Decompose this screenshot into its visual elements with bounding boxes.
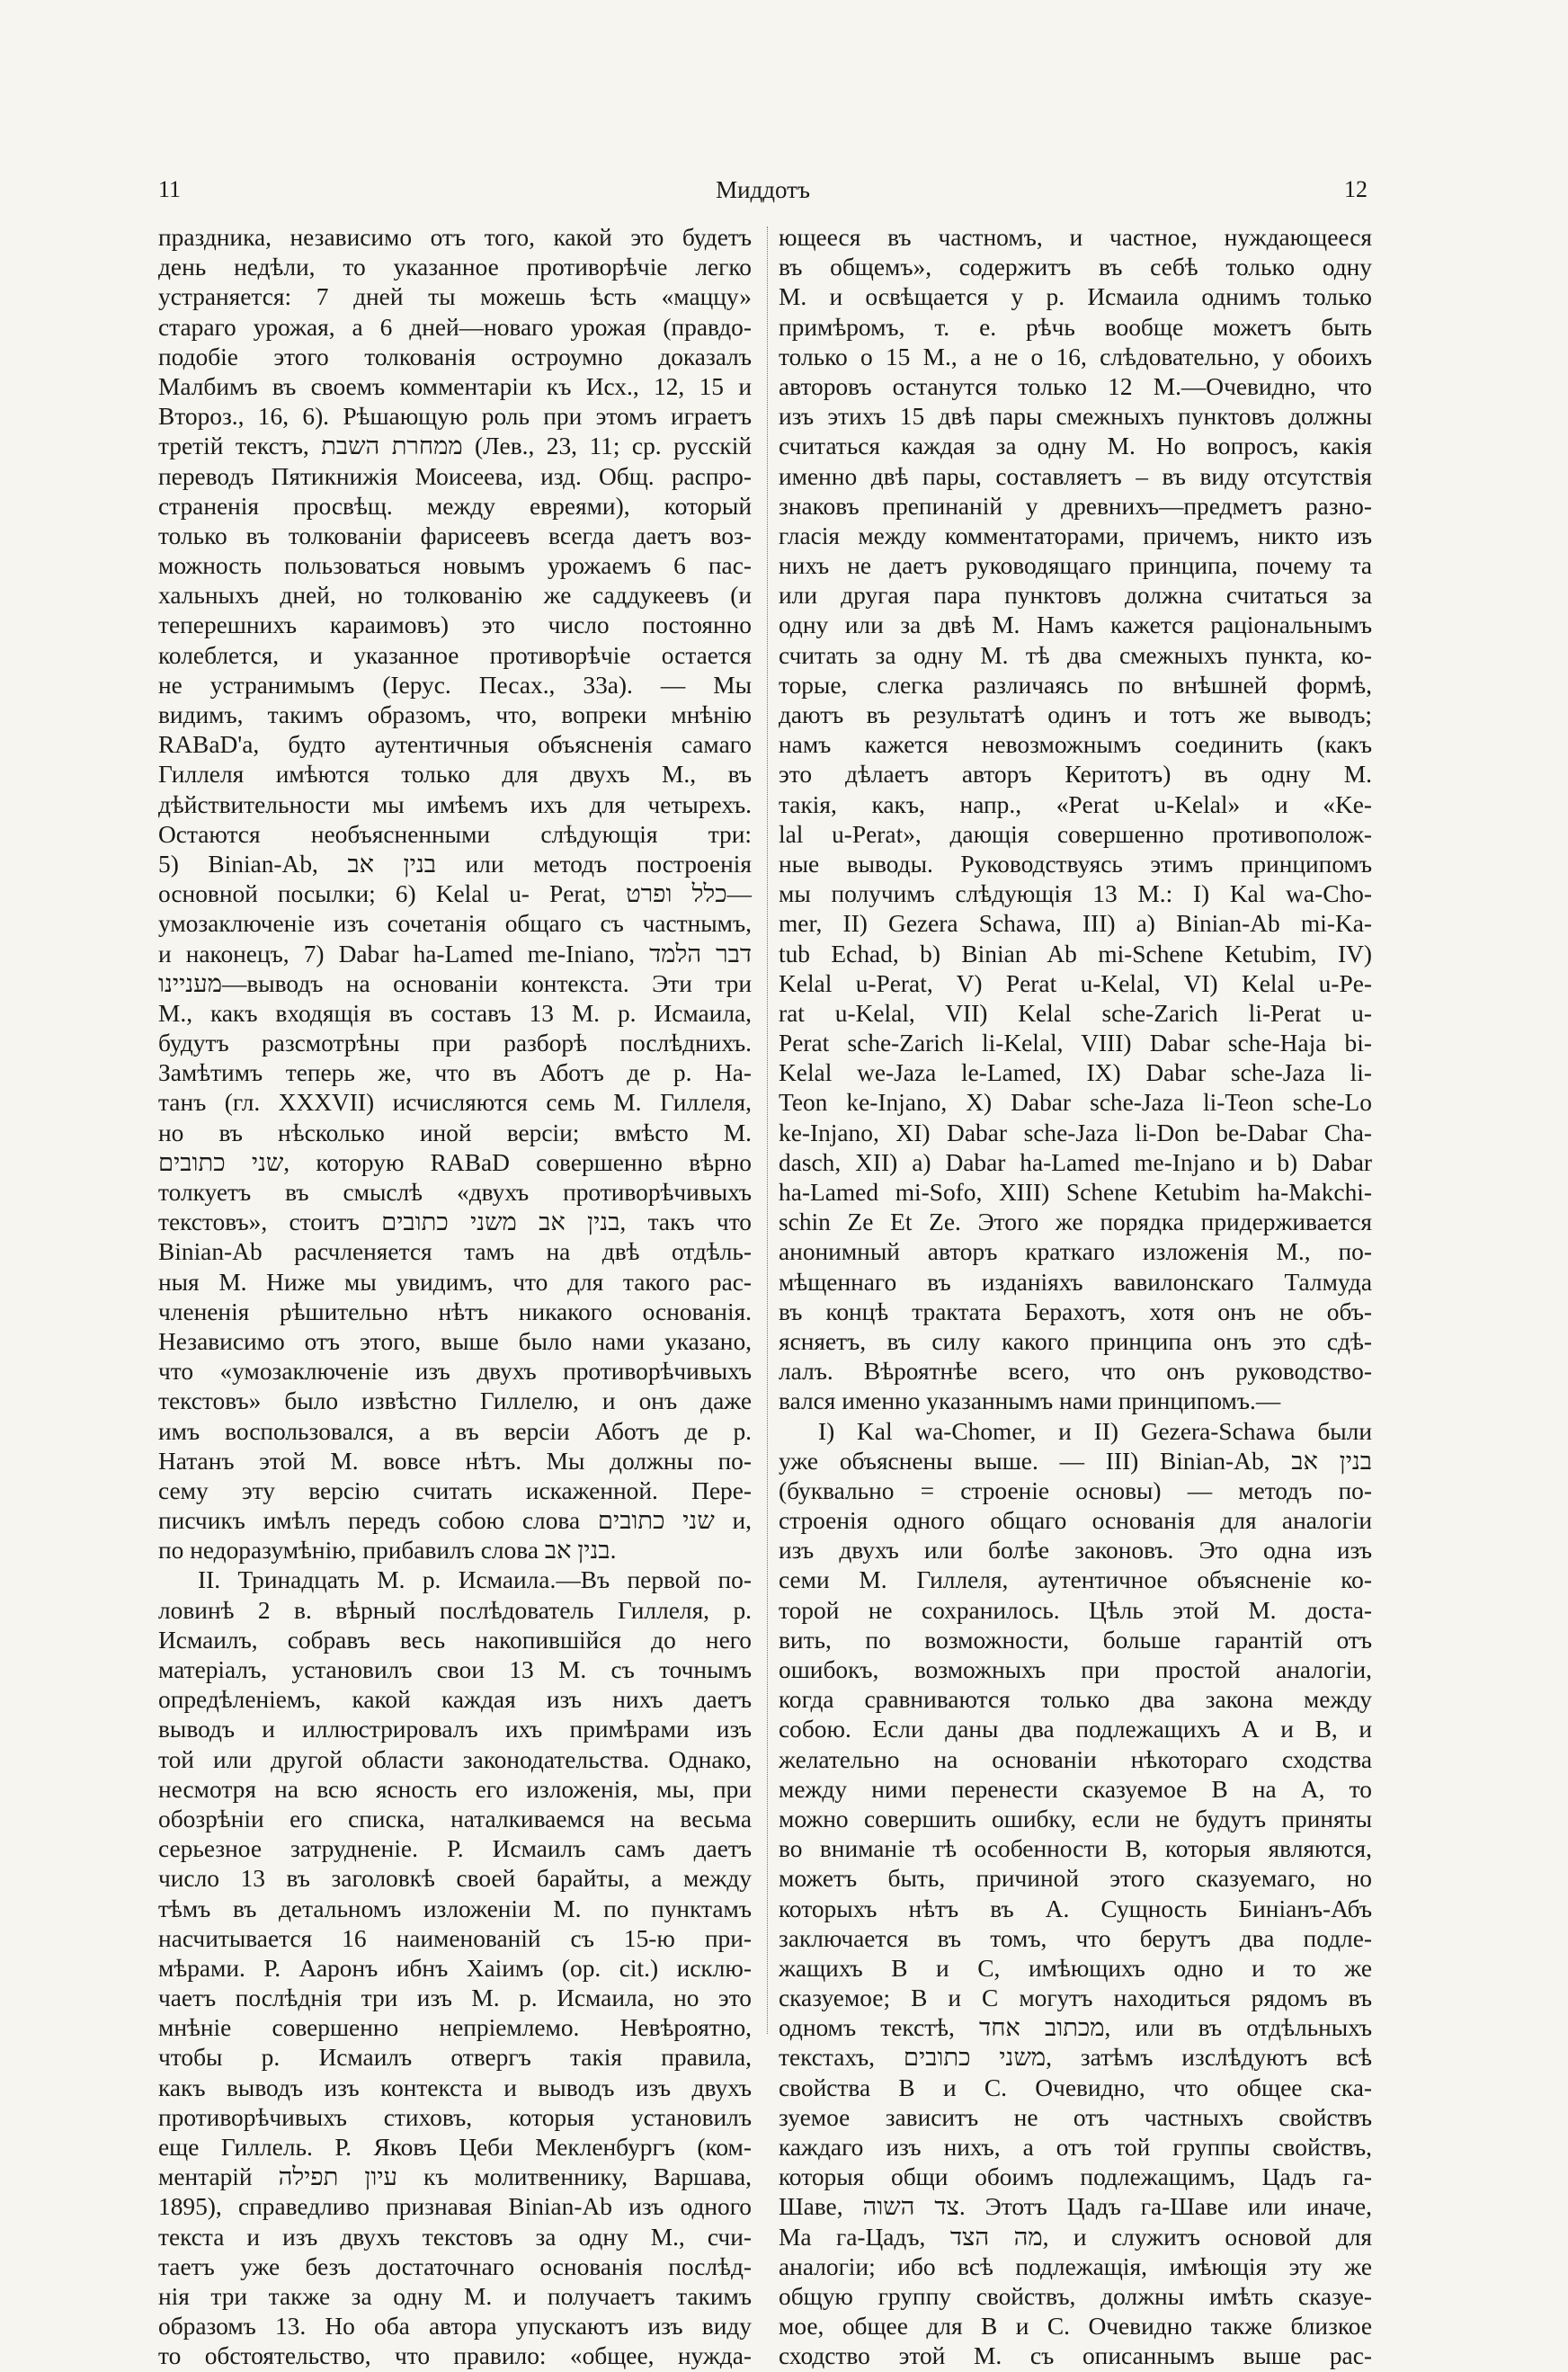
text-line: rat u-Kelal, VII) Kelal sche-Zarich li-Perat u- <box>779 999 1372 1027</box>
text-line: что «умозаключеніе изъ двухъ противорѣчивыхъ <box>158 1358 752 1386</box>
text-line: одномъ текстѣ, מכתוב אחד, или въ отдѣльныхъ <box>779 2014 1372 2042</box>
column-divider <box>767 227 768 2034</box>
text-line: Teon ke-Injano, X) Dabar sche-Jaza li-Teon sche-Lo <box>779 1089 1372 1117</box>
text-line: нихъ не даетъ руководящаго принципа, почему та <box>779 552 1372 580</box>
text-line: свойства В и С. Очевидно, что общее ска- <box>779 2073 1372 2101</box>
text-line: ющееся въ частномъ, и частное, нуждающееся <box>779 224 1372 251</box>
text-line: опредѣленіемъ, какой каждая изъ нихъ даетъ <box>158 1686 752 1714</box>
text-line: день недѣли, то указанное противорѣчіе легко <box>158 254 752 281</box>
text-line: члененія рѣшительно нѣтъ никакого основанія. <box>158 1297 752 1325</box>
text-line: Гиллеля имѣются только для двухъ М., въ <box>158 761 752 789</box>
text-line: Kelal u-Perat, V) Perat u-Kelal, VI) Kelal u-Pe- <box>779 969 1372 997</box>
text-line: Perat sche-Zarich li-Kelal, VIII) Dabar sche-Haja bi- <box>779 1030 1372 1057</box>
text-line: ловинѣ 2 в. вѣрный послѣдователь Гиллеля, р. <box>158 1596 752 1624</box>
text-line: ментарій עיון תפילה къ молитвеннику, Варшава, <box>158 2163 752 2191</box>
text-line: именно двѣ пары, составляетъ – въ виду отсутствія <box>779 462 1372 490</box>
text-line: текста и изъ двухъ текстовъ за одну М., счи- <box>158 2223 752 2251</box>
text-line: собою. Если даны два подлежащихъ А и В, и <box>779 1716 1372 1743</box>
text-line: Замѣтимъ теперь же, что въ Аботъ де р. На- <box>158 1059 752 1087</box>
text-line: серьезное затрудненіе. Р. Исмаилъ самъ даетъ <box>158 1835 752 1863</box>
text-line: Остаются необъясненными слѣдующія три: <box>158 820 752 848</box>
text-line: которыя общи обоимъ подлежащимъ, Цадъ га- <box>779 2163 1372 2191</box>
text-line: tub Echad, b) Binian Ab mi-Schene Ketubim, IV) <box>779 940 1372 968</box>
text-line: торые, слегка различаясь по внѣшней формѣ, <box>779 671 1372 699</box>
text-line: ke-Injano, XI) Dabar sche-Jaza li-Don be-Dabar Cha- <box>779 1119 1372 1146</box>
text-line: гласія между комментаторами, причемъ, никто изъ <box>779 522 1372 549</box>
text-line: уже объяснены выше. — III) Binian-Ab, בנין אב <box>779 1447 1372 1475</box>
text-line: мое, общее для В и С. Очевидно также близкое <box>779 2313 1372 2341</box>
text-line: переводъ Пятикнижія Моисеева, изд. Общ. распро- <box>158 462 752 490</box>
text-line: Независимо отъ этого, выше было нами указано, <box>158 1327 752 1355</box>
text-line: толкуетъ въ смыслѣ «двухъ противорѣчивыхъ <box>158 1179 752 1206</box>
text-line: которыхъ нѣтъ въ А. Сущность Биніанъ-Абъ <box>779 1895 1372 1922</box>
text-line: той или другой области законодательства. Однако, <box>158 1745 752 1773</box>
text-line: семи М. Гиллеля, аутентичное объясненіе ко- <box>779 1566 1372 1594</box>
text-line: торой не сохранилось. Цѣль этой М. доста- <box>779 1596 1372 1624</box>
text-line: несмотря на всю ясность его изложенія, мы, при <box>158 1775 752 1803</box>
text-line: третій текстъ, ממחרת השבת (Лев., 23, 11; ср. русскій <box>158 432 752 460</box>
text-line: текстахъ, משני כתובים, затѣмъ изслѣдуютъ всѣ <box>779 2044 1372 2072</box>
text-line: не устранимымъ (Іерус. Песах., 33а). — Мы <box>158 671 752 699</box>
text-line: примѣромъ, т. е. рѣчь вообще можетъ быть <box>779 313 1372 341</box>
text-line: по недоразумѣнію, прибавилъ слова בנין אב. <box>158 1537 617 1565</box>
text-line: въ общемъ», содержитъ въ себѣ только одну <box>779 254 1372 281</box>
text-line: даютъ въ результатѣ одинъ и тотъ же выводъ; <box>779 701 1372 728</box>
text-line: (буквально = строеніе основы) — методъ по- <box>779 1476 1372 1504</box>
text-line: лалъ. Вѣроятнѣе всего, что онъ руководство- <box>779 1358 1372 1386</box>
text-line: хальныхъ дней, но толкованію же саддукеевъ (и <box>158 582 752 610</box>
text-line: знаковъ препинаній у древнихъ—предметъ разно- <box>779 492 1372 520</box>
text-line: изъ двухъ или болѣе законовъ. Это одна изъ <box>779 1537 1372 1565</box>
text-line: Binian-Ab расчленяется тамъ на двѣ отдѣль- <box>158 1238 752 1266</box>
text-line: основной посылки; 6) Kelal u- Perat, כלל ופרט— <box>158 880 753 908</box>
text-line: матеріалъ, установилъ свои 13 М. съ точнымъ <box>158 1656 752 1683</box>
text-line: М. и освѣщается у р. Исмаила однимъ только <box>779 283 1372 311</box>
text-line: это дѣлаетъ авторъ Керитотъ) въ одну М. <box>779 761 1372 789</box>
page-number-right: 12 <box>1344 176 1368 202</box>
text-line: танъ (гл. XXXVII) исчисляются семь М. Гиллеля, <box>158 1089 752 1117</box>
text-line: число 13 въ заголовкѣ своей барайты, а между <box>158 1865 752 1893</box>
text-line: ошибокъ, возможныхъ при простой аналогіи, <box>779 1656 1372 1683</box>
text-line: имъ воспользовался, а въ версіи Аботъ де р. <box>158 1417 752 1445</box>
text-line: можность пользоваться новымъ урожаемъ 6 пас- <box>158 552 752 580</box>
text-line: мѣрами. Р. Ааронъ ибнъ Хаіимъ (op. cit.) исклю- <box>158 1954 752 1982</box>
right-column <box>779 223 1372 2372</box>
text-line: ясняетъ, въ силу какого принципа онъ это сдѣ- <box>779 1327 1372 1355</box>
text-line: образомъ 13. Но оба автора упускаютъ изъ виду <box>158 2313 752 2341</box>
text-line: сказуемое; В и С могутъ находиться рядомъ въ <box>779 1984 1372 2012</box>
running-title: Миддотъ <box>716 176 810 203</box>
text-line: между ними перенести сказуемое В на А, то <box>779 1775 1372 1803</box>
left-column <box>158 223 752 2372</box>
text-line: но въ нѣсколько иной версіи; вмѣсто М. <box>158 1119 752 1146</box>
text-line: текстовъ» было извѣстно Гиллелю, и онъ даже <box>158 1387 752 1415</box>
text-line: какъ выводъ изъ контекста и выводъ изъ двухъ <box>158 2073 752 2101</box>
text-line: во вниманіе тѣ особенности В, которыя являются, <box>779 1835 1372 1863</box>
text-line: מעניינו—выводъ на основаніи контекста. Эти три <box>158 969 752 997</box>
text-line: I) Kal wa-Chomer, и II) Gezera-Schawa были <box>818 1417 1372 1445</box>
text-line: таетъ уже безъ достаточнаго основанія послѣд- <box>158 2252 752 2280</box>
text-line: заключается въ томъ, что берутъ два подле- <box>779 1924 1372 1952</box>
text-line: теперешнихъ караимовъ) это число постоянно <box>158 611 752 639</box>
text-line: каждаго изъ нихъ, а отъ той группы свойствъ, <box>779 2134 1372 2161</box>
text-line: ha-Lamed mi-Sofo, XIII) Schene Ketubim ha-Makchi- <box>779 1179 1372 1206</box>
text-line: вить, по возможности, больше гарантій отъ <box>779 1626 1372 1654</box>
text-line: желательно на основаніи нѣкотораго сходства <box>779 1745 1372 1773</box>
text-line: 5) Binian-Ab, בנין אב или методъ построенія <box>158 850 752 878</box>
text-line: можетъ быть, причиной этого сказуемаго, но <box>779 1865 1372 1893</box>
text-line: שני כתובים, которую RABaD совершенно вѣрно <box>158 1148 752 1176</box>
text-line: обозрѣніи его списка, наталкиваемся на весьма <box>158 1805 752 1833</box>
text-line: дѣйствительности мы имѣемъ ихъ для четырехъ. <box>158 790 752 818</box>
text-line: колеблется, и указанное противорѣчіе остается <box>158 641 752 669</box>
text-line: сему эту версію считать искаженной. Пере- <box>158 1476 752 1504</box>
text-line: то обстоятельство, что правило: «общее, нужда- <box>158 2342 752 2370</box>
text-line: нія три также за одну М. и получаетъ такимъ <box>158 2282 752 2310</box>
text-line: Малбимъ въ своемъ комментаріи къ Исх., 12, 15 и <box>158 372 752 400</box>
text-line: чаетъ послѣднія три изъ М. р. Исмаила, но это <box>158 1984 752 2012</box>
text-line: одну или за двѣ М. Намъ кажется раціональнымъ <box>779 611 1372 639</box>
text-line: только о 15 М., а не о 16, слѣдовательно, у обоихъ <box>779 343 1372 370</box>
text-line: будутъ разсмотрѣны при разборѣ послѣднихъ. <box>158 1030 752 1057</box>
text-line: выводъ и иллюстрировалъ ихъ примѣрами изъ <box>158 1716 752 1743</box>
text-line: зуемое зависитъ не отъ частныхъ свойствъ <box>779 2103 1372 2131</box>
text-line: текстовъ», стоитъ בנין אב משני כתובים, такъ что <box>158 1208 752 1236</box>
text-line: мѣщеннаго въ изданіяхъ вавилонскаго Талмуда <box>779 1268 1372 1296</box>
text-line: когда сравниваются только два закона между <box>779 1686 1372 1714</box>
text-line: schin Ze Et Ze. Этого же порядка придерживается <box>779 1208 1372 1236</box>
text-line: считать за одну М. тѣ два смежныхъ пункта, ко- <box>779 641 1372 669</box>
text-line: подобіе этого толкованія остроумно доказалъ <box>158 343 752 370</box>
text-line: праздника, независимо отъ того, какой это будетъ <box>158 224 752 251</box>
text-line: RABaD'а, будто аутентичныя объясненія самаго <box>158 731 752 759</box>
text-line: аналогіи; ибо всѣ подлежащія, имѣющія эту же <box>779 2252 1372 2280</box>
text-line: изъ этихъ 15 двѣ пары смежныхъ пунктовъ должны <box>779 403 1372 431</box>
text-line: Исмаилъ, собравъ весь накопившійся до него <box>158 1626 752 1654</box>
text-line: Натанъ этой М. вовсе нѣтъ. Мы должны по- <box>158 1447 752 1475</box>
text-line: писчикъ имѣлъ передъ собою слова שני כתובים и, <box>158 1507 753 1535</box>
text-line: ныя М. Ниже мы увидимъ, что для такого рас- <box>158 1268 752 1296</box>
text-line: Ма га-Цадъ, מה הצד, и служитъ основой для <box>779 2223 1372 2251</box>
text-line: такія, какъ, напр., «Perat u-Kelal» и «Ke- <box>779 790 1372 818</box>
text-line: mer, II) Gezera Schawa, III) a) Binian-Ab mi-Ka- <box>779 910 1372 938</box>
text-line: II. Тринадцать М. р. Исмаила.—Въ первой по- <box>198 1566 752 1594</box>
text-line: видимъ, такимъ образомъ, что, вопреки мнѣнію <box>158 701 752 728</box>
text-line: общую группу свойствъ, должны имѣть сказуе- <box>779 2282 1372 2310</box>
text-line: стараго урожая, а 6 дней—новаго урожая (правдо- <box>158 313 752 341</box>
text-line: противорѣчивыхъ стиховъ, которыя установилъ <box>158 2103 752 2131</box>
text-line: страненія просвѣщ. между евреями), который <box>158 492 752 520</box>
text-line: 1895), справедливо признавая Binian-Ab изъ одного <box>158 2193 752 2221</box>
text-line: и наконецъ, 7) Dabar ha-Lamed me-Iniano, דבר הלמד <box>158 940 752 968</box>
text-line: насчитывается 16 наименованій съ 15-ю при- <box>158 1924 752 1952</box>
text-line: въ концѣ трактата Берахотъ, хотя онъ не объ- <box>779 1297 1372 1325</box>
text-line: еще Гиллель. Р. Яковъ Цеби Мекленбургъ (ком- <box>158 2134 752 2161</box>
text-line: Шаве, צד השוה. Этотъ Цадъ га-Шаве или иначе, <box>779 2193 1372 2221</box>
text-line: или другая пара пунктовъ должна считаться за <box>779 582 1372 610</box>
text-line: намъ кажется невозможнымъ соединить (какъ <box>779 731 1372 759</box>
text-line: сходство этой М. съ описаннымъ выше рас- <box>779 2342 1372 2370</box>
text-line: тѣмъ въ детальномъ изложеніи М. по пунктамъ <box>158 1895 752 1922</box>
text-line: lal u-Perat», дающія совершенно противополож- <box>779 820 1372 848</box>
text-line: мнѣніе совершенно непріемлемо. Невѣроятно, <box>158 2014 752 2042</box>
page-number-left: 11 <box>158 176 182 202</box>
text-line: dasch, XII) a) Dabar ha-Lamed me-Injano и b) Dabar <box>779 1148 1372 1176</box>
text-line: М., какъ входящія въ составъ 13 М. р. Исмаила, <box>158 999 752 1027</box>
text-line: только въ толкованіи фарисеевъ всегда даетъ воз- <box>158 522 752 549</box>
text-line: устраняется: 7 дней ты можешь ѣсть «маццу» <box>158 283 752 311</box>
text-line: ные выводы. Руководствуясь этимъ принципомъ <box>779 850 1372 878</box>
text-line: можно совершить ошибку, если не будутъ приняты <box>779 1805 1372 1833</box>
text-line: жащихъ В и С, имѣющихъ одно и то же <box>779 1954 1372 1982</box>
text-line: вался именно указаннымъ нами принципомъ.— <box>779 1387 1281 1415</box>
text-line: Kelal we-Jaza le-Lamed, IX) Dabar sche-Jaza li- <box>779 1059 1372 1087</box>
page-header <box>158 176 1368 212</box>
text-line: умозаключеніе изъ сочетанія общаго съ частнымъ, <box>158 910 752 938</box>
text-line: мы получимъ слѣдующія 13 М.: I) Kal wa-Cho- <box>779 880 1372 908</box>
text-line: анонимный авторъ краткаго изложенія М., по- <box>779 1238 1372 1266</box>
text-line: Второз., 16, 6). Рѣшающую роль при этомъ играетъ <box>158 403 752 431</box>
text-line: авторовъ останутся только 12 М.—Очевидно, что <box>779 372 1372 400</box>
text-line: чтобы р. Исмаилъ отвергъ такія правила, <box>158 2044 752 2072</box>
text-line: считаться каждая за одну М. Но вопросъ, какія <box>779 432 1372 460</box>
text-line: строенія одного общаго основанія для аналогіи <box>779 1507 1372 1535</box>
